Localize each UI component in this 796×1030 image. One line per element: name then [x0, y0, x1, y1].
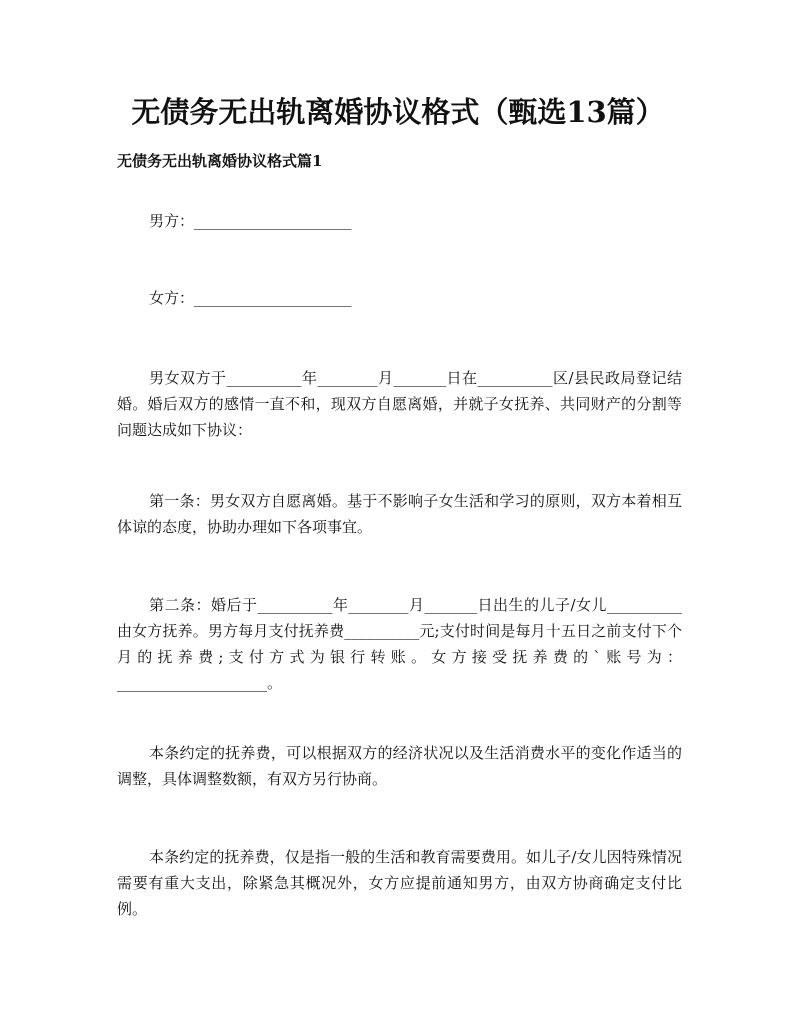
male-party-line: 男方：_____________________ — [149, 212, 352, 230]
female-party-line: 女方：_____________________ — [149, 289, 352, 307]
section-heading: 无债务无出轨离婚协议格式篇1 — [117, 152, 323, 170]
article-1-paragraph: 第一条：男女双方自愿离婚。基于不影响子女生活和学习的原则，双方本着相互体谅的态度，协助办理如下各项事宜。 — [117, 492, 682, 536]
support-adjustment-paragraph: 本条约定的抚养费，可以根据双方的经济状况以及生活消费水平的变化作适当的调整，具体调整数额，有双方另行协商。 — [117, 744, 682, 788]
article-2-paragraph: 第二条：婚后于__________年________月_______日出生的儿子/女儿__________由女方抚养。男方每月支付抚养费__________元;支付时间是每月十五日之前支付下个月的抚养费;支付方式为银行转账。女方接受抚养费的`账号为：____________________。 — [117, 596, 682, 692]
intro-paragraph: 男女双方于__________年________月_______日在__________区/县民政局登记结婚。婚后双方的感情一直不和，现双方自愿离婚，并就子女抚养、共同财产的分割等问题达成如下协议： — [117, 369, 682, 439]
support-scope-paragraph: 本条约定的抚养费，仅是指一般的生活和教育需要费用。如儿子/女儿因特殊情况需要有重大支出，除紧急其概况外，女方应提前通知男方，由双方协商确定支付比例。 — [117, 848, 682, 918]
document-title: 无债务无出轨离婚协议格式（甄选13篇） — [131, 95, 665, 129]
